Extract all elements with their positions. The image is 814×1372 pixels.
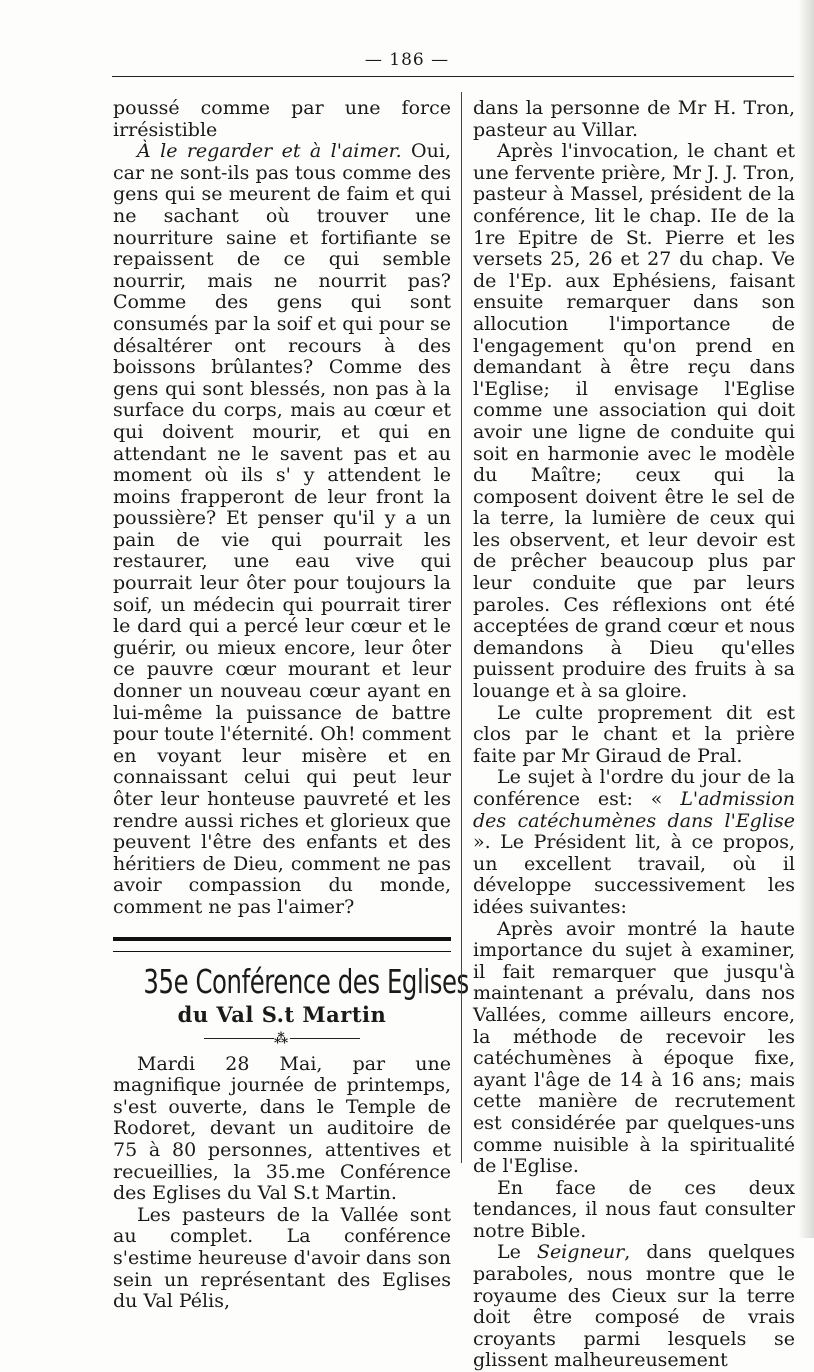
italic-phrase: À le regarder et à l'aimer. xyxy=(137,140,402,163)
seigneur-text-end: , dans quelques paraboles, nous montre que le royaume des Cieux sur la terre doit être composé de vrais croyants parmi lesquels se glissent malheureusement xyxy=(473,1241,795,1372)
seigneur-text-start: Le xyxy=(497,1241,537,1264)
paragraph-bible: En face de ces deux tendances, il nous faut consulter notre Bible. xyxy=(473,1176,795,1242)
ornament-line-right xyxy=(290,1038,360,1039)
paragraph-seigneur xyxy=(473,1242,795,1372)
ornament-glyph: ⁂ xyxy=(273,1030,291,1047)
ornament-divider xyxy=(113,1030,451,1048)
article-paragraph: Mardi 28 Mai, par une magnifique journée de printemps, s'est ouverte, dans le Temple de Rodoret, devant un auditoire de 75 à 80 personnes, attentives et recueillies, la 35.me Conférence des Eglises du Val S.t Martin. xyxy=(113,1052,451,1205)
paragraph-body: Oui, car ne sont-ils pas tous comme des gens qui se meurent de faim et qui ne sachant où trouver une nourriture saine et fortifiante se repaissent de ce qui semble nourrir, mais ne nourrit pas? Comme des gens qui sont consumés par la soif et qui pour se désaltérer ont recours à des boissons brûlantes? Comme des gens qui sont blessés, non pas à la surface du corps, mais au cœur et qui doivent mourir, et qui en attendant ne le savent pas et au moment où ils s' y attendent le moins frapperont de leur front la poussière? Et penser qu'il y a un pain de vie qui pourrait les restaurer, une eau vive qui pourrait leur ôter pour toujours la soif, un médecin qui pourrait tirer le dard qui a percé leur cœur et le guérir, ou mieux encore, leur ôter ce pauvre cœur mourant et leur donner un nouveau cœur ayant en lui-même la puissance de battre pour toute l'éternité. Oh! comment en voyant leur misère et en connaissant celui qui peut leur ôter leur honteuse pauvreté et les rendre aussi riches et glorieux que peuvent l'être des enfants et des héritiers de Dieu, comment ne pas avoir compassion du monde, comment ne pas l'aimer? xyxy=(113,140,451,918)
page-number: — 186 — xyxy=(364,50,450,70)
ornament-line-left xyxy=(204,1038,274,1039)
paragraph-opening: Après l'invocation, le chant et une fervente prière, Mr J. J. Tron, pasteur à Massel, président de la conférence, lit le chap. IIe de la 1re Epitre de St. Pierre et les versets 25, 26 et 27 du chap. Ve de l'Ep. aux Ephésiens, faisant ensuite remarquer dans son allocution l'importance de l'engagement qu'on prend en demandant à être reçu dans l'Eglise; il envisage l'Eglise comme une association qui doit avoir une ligne de conduite qui soit en harmonie avec le modèle du Maître; ceux qui la composent doivent être le sel de la terre, la lumière de ceux qui les observent, et leur devoir est de prêcher beaucoup plus par leur conduite que par leurs paroles. Ces réflexions ont été acceptées de grand cœur et nous demandons à Dieu qu'elles puissent produire des fruits à sa louange et à sa gloire. xyxy=(473,140,795,703)
left-column xyxy=(113,97,469,1313)
paragraph-subject xyxy=(473,767,795,918)
paragraph-importance: Après avoir montré la haute importance du sujet à examiner, il fait remarquer que jusqu'à maintenant a prévalu, dans nos Vallées, comme ailleurs encore, la méthode de recevoir les catéchumènes à époque fixe, ayant l'âge de 14 à 16 ans; mais cette manière de recrutement est considérée par quelques-uns comme nuisible à la spiritualité de l'Eglise. xyxy=(473,917,795,1178)
paragraph-continued: dans la personne de Mr H. Tron, pasteur au Villar. xyxy=(473,97,795,141)
article-subtitle: du Val S.t Martin xyxy=(177,1001,387,1027)
paragraph-culte: Le culte proprement dit est clos par le chant et la prière faite par Mr Giraud de Pral. xyxy=(473,701,795,767)
column-divider xyxy=(461,92,462,1163)
subject-text-start: Le sujet à l'ordre du jour de la conférence est: « xyxy=(473,766,795,810)
seigneur-italic: Seigneur xyxy=(536,1241,625,1264)
section-rule-thick xyxy=(113,937,451,941)
header-rule xyxy=(112,76,794,77)
paragraph-continued: poussé comme par une force irrésistible xyxy=(113,97,451,141)
section-rule-thin xyxy=(113,951,451,952)
right-column xyxy=(473,98,795,1372)
article-paragraph: Les pasteurs de la Vallée sont au complet. La conférence s'estime heureuse d'avoir dans son sein un représentant des Eglises du Val Pélis, xyxy=(113,1203,451,1313)
article-title: 35e Conférence des Eglises xyxy=(143,961,469,1001)
subject-text-end: ». Le Président lit, à ce propos, un excellent travail, où il développe successivement les idées suivantes: xyxy=(473,831,795,918)
page-edge-shadow xyxy=(798,0,814,1238)
subject-title-italic: L'admission des catéchumènes dans l'Eglise xyxy=(473,788,795,832)
paragraph-compassion xyxy=(113,141,451,918)
